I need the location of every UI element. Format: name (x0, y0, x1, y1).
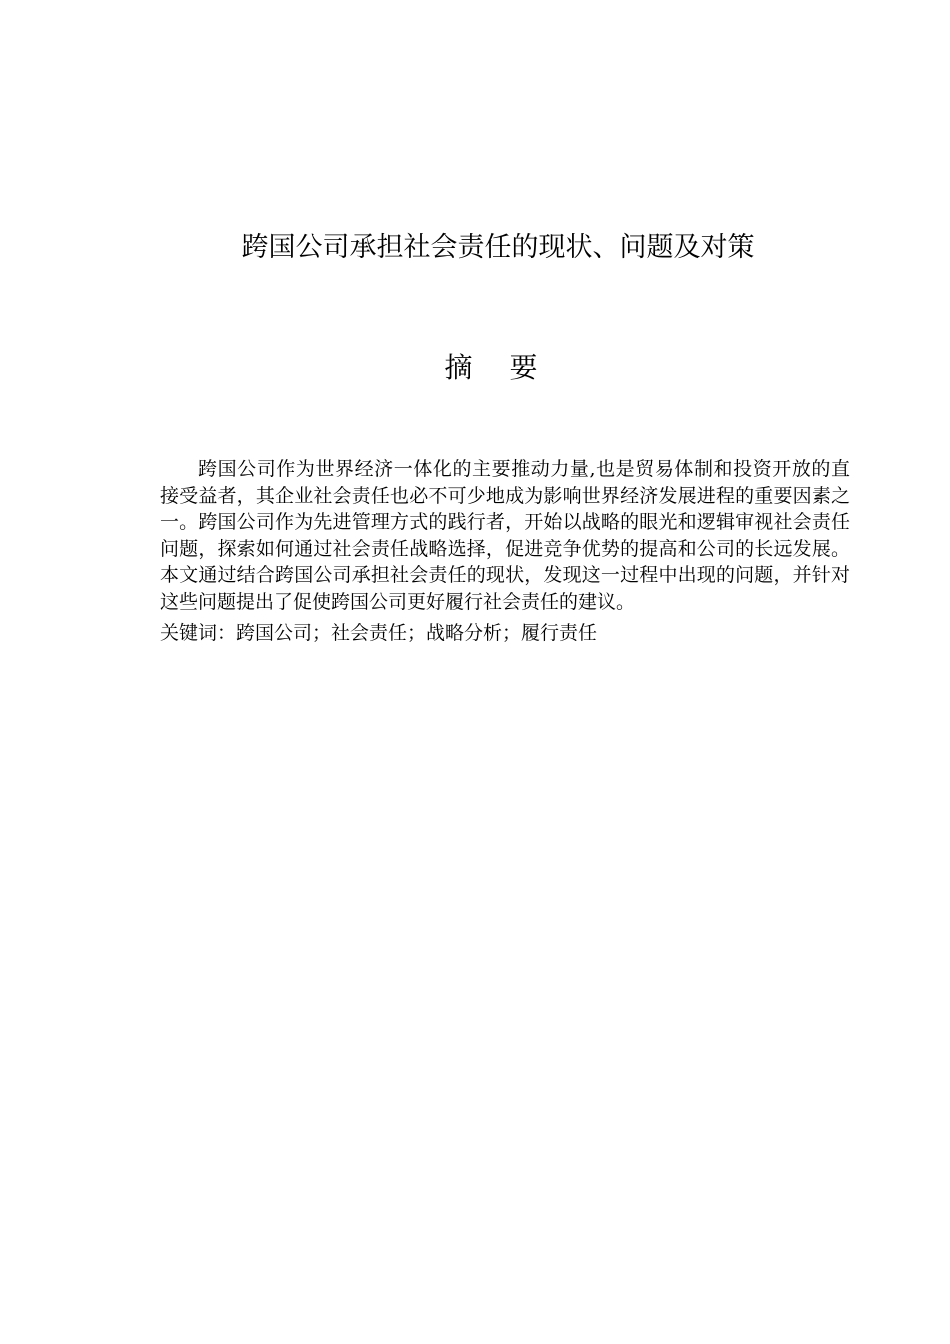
document-title: 跨国公司承担社会责任的现状、问题及对策 (241, 232, 755, 263)
keywords-text: 跨国公司；社会责任；战略分析；履行责任 (236, 622, 598, 644)
abstract-heading: 摘 要 (444, 351, 552, 384)
keywords-line (160, 620, 850, 646)
abstract-paragraph: 跨国公司作为世界经济一体化的主要推动力量,也是贸易体制和投资开放的直接受益者，其企业社会责任也必不可少地成为影响世界经济发展进程的重要因素之一。跨国公司作为先进管理方式的践行者，开始以战略的眼光和逻辑审视社会责任问题，探索如何通过社会责任战略选择，促进竞争优势的提高和公司的长远发展。本文通过结合跨国公司承担社会责任的现状，发现这一过程中出现的问题，并针对这些问题提出了促使跨国公司更好履行社会责任的建议。 (160, 458, 850, 613)
keywords-label: 关键词： (160, 622, 237, 644)
